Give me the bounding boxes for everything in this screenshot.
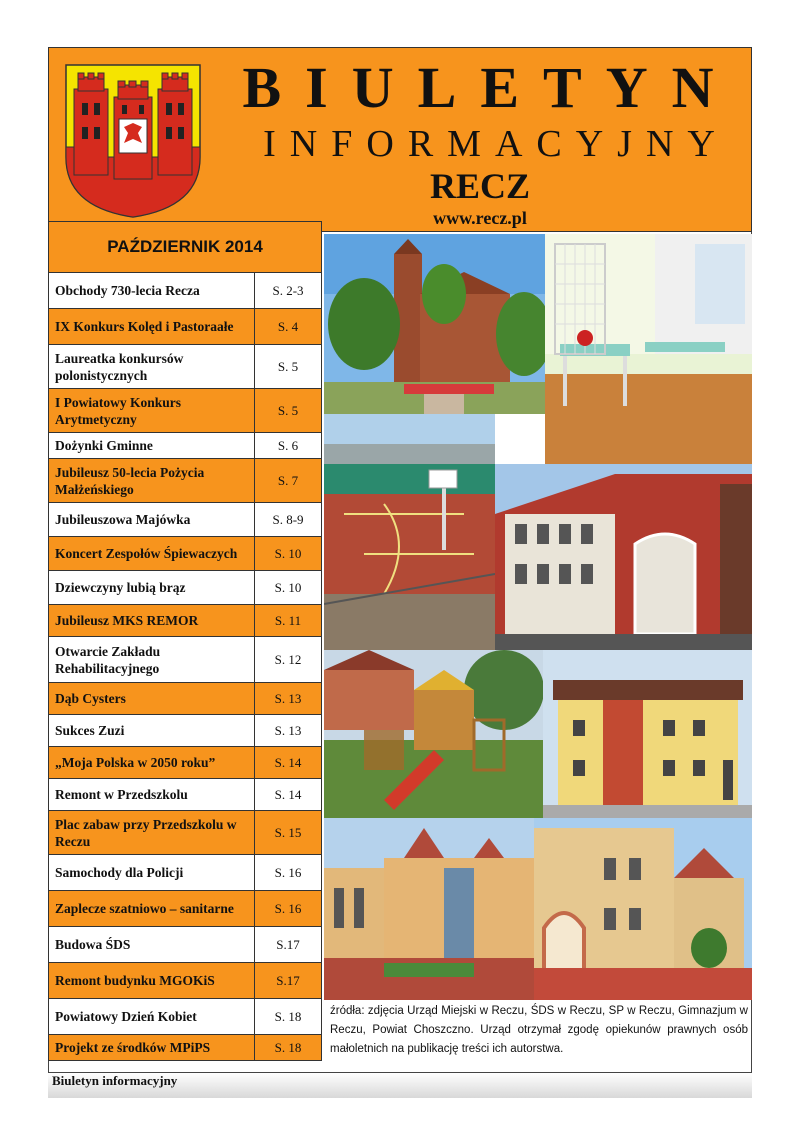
toc-page: S. 16 [274, 864, 302, 880]
toc-page: S. 14 [274, 754, 302, 770]
photo-source-note: źródła: zdjęcia Urząd Miejski w Reczu, ŚDS w Reczu, SP w Reczu, Gimnazjum w Reczu, Powiat Choszczno. Urząd otrzymał zgodę opiekunów prawnych osób małoletnich na publikację treści ich autorstwa. [330, 1005, 748, 1055]
footer-label: Biuletyn informacyjny [52, 1073, 178, 1088]
toc-page: S. 15 [274, 824, 302, 840]
toc-title: Jubileusz 50-lecia Pożycia Małżeńskiego [49, 459, 255, 502]
toc-title: Obchody 730-lecia Recza [49, 273, 255, 308]
toc-row[interactable] [48, 1035, 322, 1061]
toc-title: Dąb Cysters [49, 683, 255, 714]
toc-title: Otwarcie Zakładu Rehabilitacyjnego [49, 637, 255, 682]
rehab-room-photo [545, 234, 752, 464]
toc-page: S. 11 [274, 612, 302, 628]
table-of-contents [48, 221, 322, 1061]
toc-page: S.17 [276, 936, 300, 952]
toc-row[interactable] [48, 459, 322, 503]
title-informacyjny: INFORMACYJNY [263, 123, 729, 165]
toc-page: S. 8-9 [272, 511, 304, 527]
toc-title: Laureatka konkursów polonistycznych [49, 345, 255, 388]
town-name: RECZ [429, 166, 531, 206]
toc-page: S. 13 [274, 722, 302, 738]
toc-row[interactable] [48, 715, 322, 747]
toc-page: S. 12 [274, 651, 302, 667]
toc-title: Samochody dla Policji [49, 855, 255, 890]
toc-row[interactable] [48, 999, 322, 1035]
toc-row[interactable] [48, 855, 322, 891]
toc-page: S. 7 [277, 472, 299, 488]
toc-title: IX Konkurs Kolęd i Pastoraałe [49, 309, 255, 344]
website-url[interactable]: www.recz.pl [433, 208, 527, 228]
toc-page: S. 14 [274, 786, 302, 802]
toc-page: S. 13 [274, 690, 302, 706]
toc-row[interactable] [48, 891, 322, 927]
toc-title: Remont budynku MGOKiS [49, 963, 255, 998]
toc-page: S. 4 [277, 318, 299, 334]
toc-row[interactable] [48, 503, 322, 537]
toc-row[interactable] [48, 927, 322, 963]
toc-title: Dziewczyny lubią brąz [49, 571, 255, 604]
toc-page: S. 5 [277, 358, 299, 374]
toc-title: Jubileusz MKS REMOR [49, 605, 255, 636]
toc-page: S.17 [276, 972, 300, 988]
toc-row[interactable] [48, 433, 322, 459]
sports-field-photo [324, 414, 495, 650]
toc-title: Projekt ze środków MPiPS [49, 1035, 255, 1060]
toc-page: S. 18 [274, 1008, 302, 1024]
toc-row[interactable] [48, 345, 322, 389]
toc-title: Remont w Przedszkolu [49, 779, 255, 810]
toc-title: Plac zabaw przy Przedszkolu w Reczu [49, 811, 255, 854]
toc-page: S. 18 [274, 1039, 302, 1055]
toc-title: Jubileuszowa Majówka [49, 503, 255, 536]
toc-row[interactable] [48, 571, 322, 605]
toc-page: S. 10 [274, 579, 302, 595]
toc-title: I Powiatowy Konkurs Arytmetyczny [49, 389, 255, 432]
toc-row[interactable] [48, 963, 322, 999]
toc-row[interactable] [48, 389, 322, 433]
toc-row[interactable] [48, 309, 322, 345]
toc-row[interactable] [48, 811, 322, 855]
church-photo [324, 234, 545, 414]
toc-page: S. 10 [274, 545, 302, 561]
toc-title: Dożynki Gminne [49, 433, 255, 458]
toc-row[interactable] [48, 747, 322, 779]
school-photo [534, 818, 752, 1000]
title-biuletyn: BIULETYN [242, 55, 738, 120]
toc-title: Powiatowy Dzień Kobiet [49, 999, 255, 1034]
toc-row[interactable] [48, 683, 322, 715]
toc-title: „Moja Polska w 2050 roku” [49, 747, 255, 778]
community-building-photo [543, 650, 752, 818]
toc-page: S. 2-3 [272, 282, 304, 298]
town-crest-icon [48, 47, 218, 221]
toc-title: Budowa ŚDS [49, 927, 255, 962]
toc-row[interactable] [48, 605, 322, 637]
toc-row[interactable] [48, 637, 322, 683]
toc-page: S. 5 [277, 402, 299, 418]
toc-page: S. 16 [274, 900, 302, 916]
toc-title: Koncert Zespołów Śpiewaczych [49, 537, 255, 570]
toc-title: Sukces Zuzi [49, 715, 255, 746]
toc-page: S. 6 [277, 437, 299, 453]
toc-row[interactable] [48, 273, 322, 309]
toc-title: Zaplecze szatniowo – sanitarne [49, 891, 255, 926]
playground-photo [324, 650, 543, 818]
toc-row[interactable] [48, 537, 322, 571]
gymnasium-photo [324, 818, 534, 1000]
issue-month: PAŹDZIERNIK 2014 [48, 221, 322, 273]
rehab-building-photo [495, 464, 752, 650]
toc-row[interactable] [48, 779, 322, 811]
